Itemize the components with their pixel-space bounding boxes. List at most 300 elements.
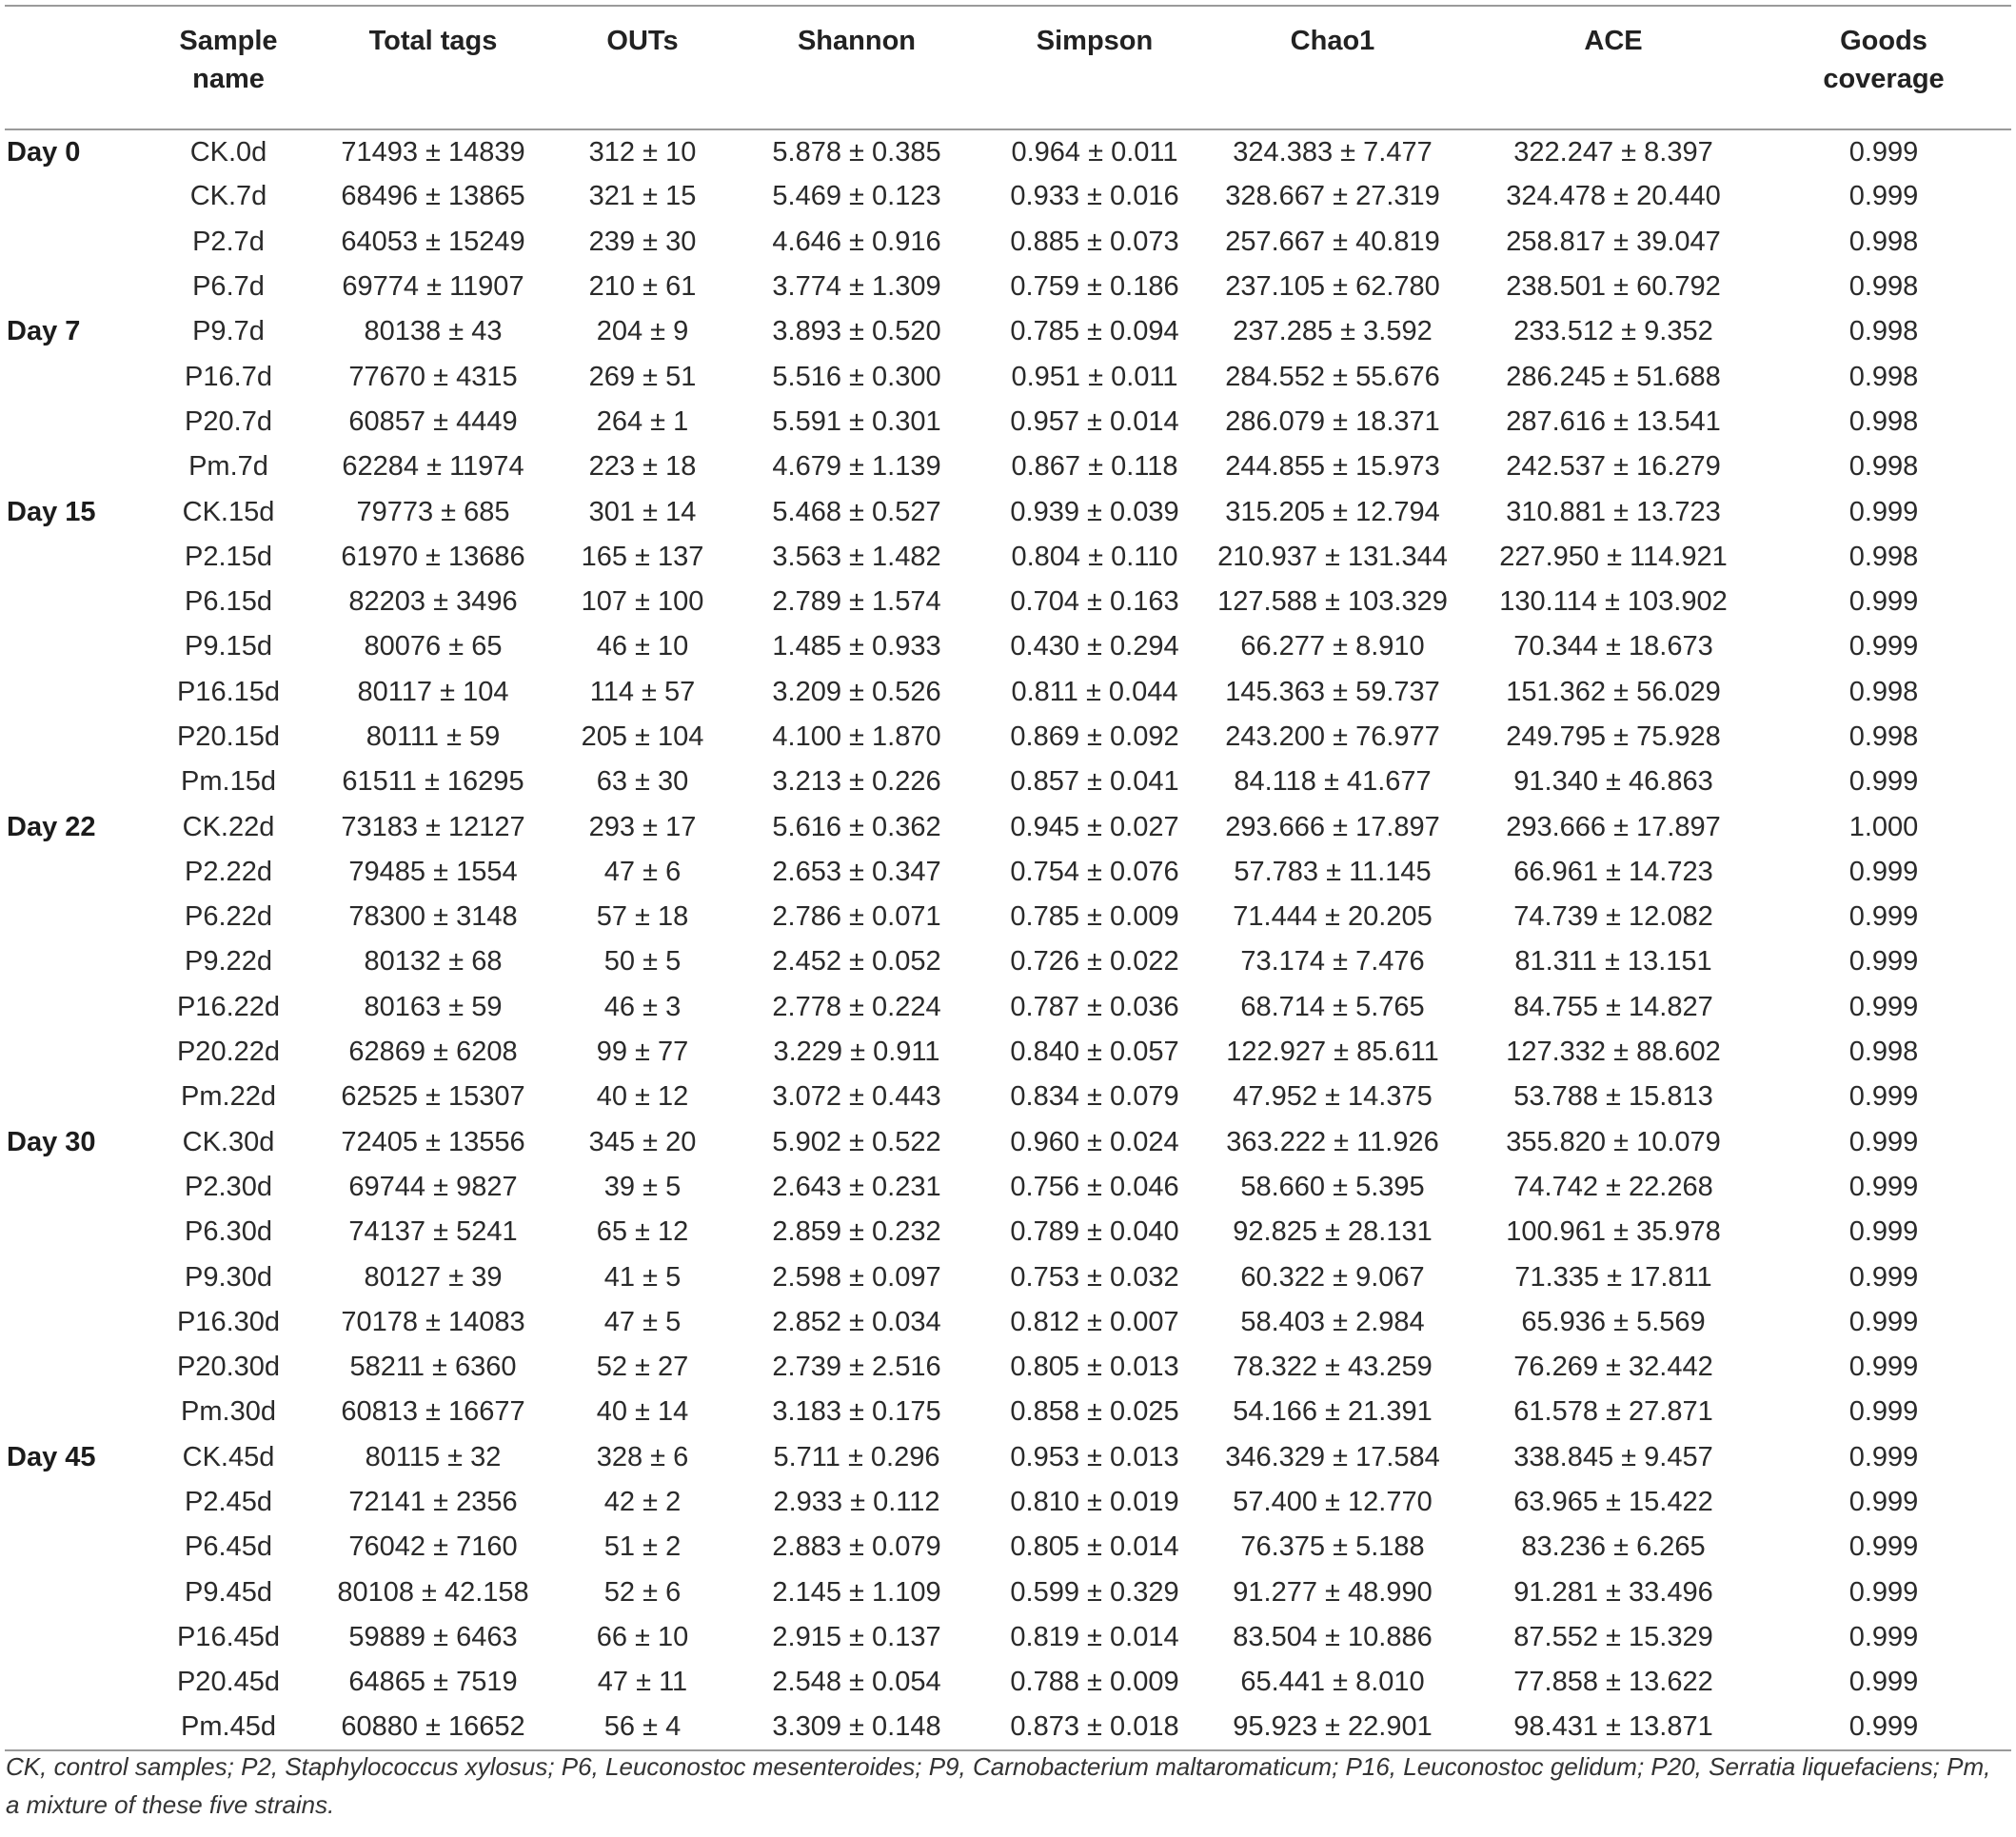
total-tags-cell: 60880 ± 16652 xyxy=(341,1711,525,1743)
total-tags-cell: 64865 ± 7519 xyxy=(348,1667,518,1698)
ace-cell: 127.332 ± 88.602 xyxy=(1506,1037,1721,1068)
goods-coverage-cell: 0.998 xyxy=(1848,541,1919,572)
chao1-cell: 95.923 ± 22.901 xyxy=(1233,1711,1433,1743)
outs-cell: 239 ± 30 xyxy=(588,226,697,257)
day-group-cell xyxy=(5,1075,157,1119)
chao1-cell: 60.322 ± 9.067 xyxy=(1240,1261,1425,1293)
outs-cell: 50 ± 5 xyxy=(603,946,682,978)
goods-coverage-cell: 0.998 xyxy=(1848,721,1919,752)
goods-coverage-cell: 0.998 xyxy=(1848,271,1919,303)
total-tags-cell: 71493 ± 14839 xyxy=(341,136,525,168)
sample-name-cell: P20.7d xyxy=(185,405,272,437)
shannon-cell: 3.183 ± 0.175 xyxy=(772,1396,941,1428)
day-group-cell xyxy=(5,1480,157,1525)
day-group-cell xyxy=(5,444,157,489)
day-group-cell xyxy=(5,354,157,399)
simpson-cell: 0.953 ± 0.013 xyxy=(1010,1441,1179,1472)
ace-cell: 71.335 ± 17.811 xyxy=(1514,1261,1712,1293)
total-tags-cell: 80076 ± 65 xyxy=(364,631,503,662)
day-group-cell xyxy=(5,535,157,580)
column-header-shannon: Shannon xyxy=(797,26,917,56)
total-tags-cell: 79485 ± 1554 xyxy=(348,856,518,887)
day-group-cell xyxy=(5,985,157,1030)
day-group-cell xyxy=(5,670,157,715)
chao1-cell: 58.403 ± 2.984 xyxy=(1240,1306,1425,1337)
ace-cell: 287.616 ± 13.541 xyxy=(1506,405,1721,437)
chao1-cell: 286.079 ± 18.371 xyxy=(1225,405,1440,437)
table-row xyxy=(5,1075,2011,1119)
outs-cell: 66 ± 10 xyxy=(596,1621,689,1652)
column-header-sample-name xyxy=(157,6,300,129)
day-group-cell xyxy=(5,1300,157,1345)
total-tags-cell: 82203 ± 3496 xyxy=(348,586,518,618)
ace-cell: 87.552 ± 15.329 xyxy=(1513,1621,1713,1652)
goods-coverage-cell: 0.998 xyxy=(1848,451,1919,483)
sample-name-cell: CK.30d xyxy=(182,1126,275,1157)
chao1-cell: 328.667 ± 27.319 xyxy=(1225,181,1440,212)
goods-coverage-cell: 0.999 xyxy=(1848,181,1919,212)
chao1-cell: 363.222 ± 11.926 xyxy=(1226,1126,1439,1157)
shannon-cell: 4.646 ± 0.916 xyxy=(772,226,941,257)
total-tags-cell: 62869 ± 6208 xyxy=(348,1037,518,1068)
table-row xyxy=(5,354,2011,399)
shannon-cell: 2.452 ± 0.052 xyxy=(772,946,941,978)
simpson-cell: 0.869 ± 0.092 xyxy=(1010,721,1179,752)
outs-cell: 264 ± 1 xyxy=(596,405,689,437)
sample-name-cell: P16.15d xyxy=(176,676,281,707)
total-tags-cell: 61970 ± 13686 xyxy=(341,541,525,572)
shannon-cell: 2.778 ± 0.224 xyxy=(772,991,941,1022)
day-group-cell xyxy=(5,1210,157,1254)
chao1-cell: 76.375 ± 5.188 xyxy=(1240,1531,1425,1563)
goods-coverage-cell: 0.999 xyxy=(1848,766,1919,798)
sample-name-cell: P2.30d xyxy=(185,1171,272,1202)
column-header-goods-coverage xyxy=(1756,6,2011,129)
simpson-cell: 0.788 ± 0.009 xyxy=(1010,1667,1179,1698)
table-row xyxy=(5,535,2011,580)
total-tags-cell: 80127 ± 39 xyxy=(364,1261,503,1293)
table-row xyxy=(5,939,2011,984)
shannon-cell: 2.915 ± 0.137 xyxy=(772,1621,941,1652)
day-group-cell xyxy=(5,895,157,939)
simpson-cell: 0.951 ± 0.011 xyxy=(1011,361,1178,392)
goods-coverage-cell: 0.999 xyxy=(1848,1576,1919,1608)
shannon-cell: 3.774 ± 1.309 xyxy=(772,271,941,303)
goods-coverage-cell: 0.999 xyxy=(1848,136,1919,168)
simpson-cell: 0.789 ± 0.040 xyxy=(1010,1216,1179,1248)
ace-cell: 70.344 ± 18.673 xyxy=(1513,631,1713,662)
outs-cell: 293 ± 17 xyxy=(588,811,697,842)
day-group-cell xyxy=(5,1390,157,1434)
simpson-cell: 0.430 ± 0.294 xyxy=(1010,631,1179,662)
total-tags-cell: 72141 ± 2356 xyxy=(348,1487,518,1518)
column-header-total-tags: Total tags xyxy=(368,26,498,56)
simpson-cell: 0.805 ± 0.014 xyxy=(1010,1531,1179,1563)
ace-cell: 130.114 ± 103.902 xyxy=(1499,586,1728,618)
goods-coverage-cell: 0.999 xyxy=(1848,1711,1919,1743)
day-group-cell xyxy=(5,1345,157,1390)
day-group-cell xyxy=(5,939,157,984)
shannon-cell: 2.739 ± 2.516 xyxy=(772,1352,941,1383)
ace-cell: 238.501 ± 60.792 xyxy=(1506,271,1721,303)
outs-cell: 63 ± 30 xyxy=(596,766,689,798)
goods-coverage-cell: 0.999 xyxy=(1848,1667,1919,1698)
shannon-cell: 1.485 ± 0.933 xyxy=(772,631,941,662)
shannon-cell: 5.469 ± 0.123 xyxy=(772,181,941,212)
table-row xyxy=(5,1435,2011,1480)
simpson-cell: 0.964 ± 0.011 xyxy=(1011,136,1178,168)
day-group-cell xyxy=(5,760,157,804)
goods-coverage-cell: 0.999 xyxy=(1848,946,1919,978)
chao1-cell: 127.588 ± 103.329 xyxy=(1217,586,1448,618)
chao1-cell: 78.322 ± 43.259 xyxy=(1233,1352,1433,1383)
ace-cell: 84.755 ± 14.827 xyxy=(1513,991,1713,1022)
goods-coverage-cell: 0.999 xyxy=(1848,1396,1919,1428)
sample-name-cell: Pm.30d xyxy=(181,1396,276,1428)
ace-cell: 258.817 ± 39.047 xyxy=(1506,226,1721,257)
chao1-cell: 65.441 ± 8.010 xyxy=(1240,1667,1425,1698)
ace-cell: 66.961 ± 14.723 xyxy=(1513,856,1713,887)
shannon-cell: 5.902 ± 0.522 xyxy=(772,1126,941,1157)
table-row xyxy=(5,985,2011,1030)
ace-cell: 77.858 ± 13.622 xyxy=(1513,1667,1713,1698)
table-row xyxy=(5,1705,2011,1749)
total-tags-cell: 70178 ± 14083 xyxy=(341,1306,525,1337)
simpson-cell: 0.885 ± 0.073 xyxy=(1010,226,1179,257)
ace-cell: 286.245 ± 51.688 xyxy=(1506,361,1721,392)
sample-name-cell: P9.45d xyxy=(185,1576,272,1608)
total-tags-cell: 76042 ± 7160 xyxy=(348,1531,518,1563)
shannon-cell: 2.145 ± 1.109 xyxy=(772,1576,941,1608)
table-row xyxy=(5,489,2011,534)
goods-coverage-cell: 1.000 xyxy=(1848,811,1919,842)
simpson-cell: 0.599 ± 0.329 xyxy=(1010,1576,1179,1608)
goods-coverage-cell: 0.999 xyxy=(1848,631,1919,662)
sample-name-cell: P16.45d xyxy=(176,1621,281,1652)
sample-name-cell: P2.22d xyxy=(185,856,272,887)
outs-cell: 46 ± 3 xyxy=(603,991,682,1022)
outs-cell: 328 ± 6 xyxy=(596,1441,689,1472)
day-group-cell xyxy=(5,624,157,669)
table-row xyxy=(5,1660,2011,1705)
total-tags-cell: 62284 ± 11974 xyxy=(342,451,524,483)
ace-cell: 63.965 ± 15.422 xyxy=(1513,1487,1713,1518)
sample-name-cell: P2.7d xyxy=(192,226,265,257)
simpson-cell: 0.754 ± 0.076 xyxy=(1010,856,1179,887)
table-row xyxy=(5,1254,2011,1299)
simpson-cell: 0.804 ± 0.110 xyxy=(1011,541,1178,572)
ace-cell: 151.362 ± 56.029 xyxy=(1506,676,1721,707)
table-row xyxy=(5,1165,2011,1210)
outs-cell: 321 ± 15 xyxy=(588,181,697,212)
ace-cell: 242.537 ± 16.279 xyxy=(1506,451,1721,483)
outs-cell: 107 ± 100 xyxy=(581,586,704,618)
chao1-cell: 284.552 ± 55.676 xyxy=(1225,361,1440,392)
total-tags-cell: 74137 ± 5241 xyxy=(348,1216,518,1248)
simpson-cell: 0.756 ± 0.046 xyxy=(1010,1171,1179,1202)
table-body xyxy=(5,129,2011,1750)
table-row xyxy=(5,1525,2011,1570)
table-row xyxy=(5,129,2011,174)
table-row xyxy=(5,715,2011,760)
goods-coverage-cell: 0.999 xyxy=(1848,1126,1919,1157)
outs-cell: 47 ± 11 xyxy=(597,1667,688,1698)
simpson-cell: 0.785 ± 0.009 xyxy=(1010,901,1179,933)
simpson-cell: 0.812 ± 0.007 xyxy=(1010,1306,1179,1337)
outs-cell: 205 ± 104 xyxy=(581,721,704,752)
total-tags-cell: 60813 ± 16677 xyxy=(341,1396,525,1428)
table-row xyxy=(5,1615,2011,1660)
table-row xyxy=(5,1480,2011,1525)
sample-name-cell: P2.45d xyxy=(185,1487,272,1518)
outs-cell: 46 ± 10 xyxy=(596,631,689,662)
chao1-cell: 58.660 ± 5.395 xyxy=(1240,1171,1425,1202)
simpson-cell: 0.857 ± 0.041 xyxy=(1010,766,1179,798)
outs-cell: 312 ± 10 xyxy=(588,136,697,168)
day-group-cell xyxy=(5,1615,157,1660)
simpson-cell: 0.834 ± 0.079 xyxy=(1010,1081,1179,1113)
column-header-group xyxy=(5,6,157,129)
ace-cell: 233.512 ± 9.352 xyxy=(1513,316,1713,347)
chao1-cell: 84.118 ± 41.677 xyxy=(1234,766,1432,798)
ace-cell: 91.340 ± 46.863 xyxy=(1513,766,1713,798)
total-tags-cell: 79773 ± 685 xyxy=(356,496,510,527)
goods-coverage-cell: 0.998 xyxy=(1848,1037,1919,1068)
sample-name-cell: P9.15d xyxy=(185,631,272,662)
ace-cell: 53.788 ± 15.813 xyxy=(1513,1081,1713,1113)
shannon-cell: 5.878 ± 0.385 xyxy=(772,136,941,168)
outs-cell: 114 ± 57 xyxy=(589,676,696,707)
outs-cell: 65 ± 12 xyxy=(596,1216,689,1248)
day-group-cell xyxy=(5,580,157,624)
shannon-cell: 2.859 ± 0.232 xyxy=(772,1216,941,1248)
shannon-cell: 3.893 ± 0.520 xyxy=(772,316,941,347)
day-group-cell: Day 30 xyxy=(7,1126,96,1157)
outs-cell: 40 ± 12 xyxy=(596,1081,689,1113)
header-row xyxy=(5,6,2011,129)
outs-cell: 52 ± 6 xyxy=(603,1576,682,1608)
day-group-cell: Day 45 xyxy=(7,1441,96,1472)
total-tags-cell: 80138 ± 43 xyxy=(364,316,503,347)
ace-cell: 293.666 ± 17.897 xyxy=(1506,811,1721,842)
sample-name-cell: P16.30d xyxy=(176,1306,281,1337)
goods-coverage-cell: 0.999 xyxy=(1848,856,1919,887)
ace-cell: 310.881 ± 13.723 xyxy=(1506,496,1721,527)
simpson-cell: 0.960 ± 0.024 xyxy=(1010,1126,1179,1157)
shannon-cell: 3.229 ± 0.911 xyxy=(773,1037,940,1068)
sample-name-cell: Pm.22d xyxy=(181,1081,276,1113)
outs-cell: 165 ± 137 xyxy=(581,541,704,572)
table-row xyxy=(5,400,2011,444)
day-group-cell xyxy=(5,1570,157,1615)
ace-cell: 74.739 ± 12.082 xyxy=(1513,901,1713,933)
shannon-cell: 3.213 ± 0.226 xyxy=(772,766,941,798)
outs-cell: 99 ± 77 xyxy=(596,1037,689,1068)
total-tags-cell: 72405 ± 13556 xyxy=(341,1126,525,1157)
day-group-cell xyxy=(5,1525,157,1570)
goods-coverage-cell: 0.999 xyxy=(1848,1352,1919,1383)
ace-cell: 98.431 ± 13.871 xyxy=(1513,1711,1713,1743)
simpson-cell: 0.840 ± 0.057 xyxy=(1010,1037,1179,1068)
simpson-cell: 0.810 ± 0.019 xyxy=(1010,1487,1179,1518)
day-group-cell: Day 15 xyxy=(7,496,96,527)
chao1-cell: 315.205 ± 12.794 xyxy=(1225,496,1440,527)
total-tags-cell: 61511 ± 16295 xyxy=(342,766,524,798)
simpson-cell: 0.726 ± 0.022 xyxy=(1010,946,1179,978)
outs-cell: 301 ± 14 xyxy=(588,496,697,527)
outs-cell: 57 ± 18 xyxy=(596,901,689,933)
outs-cell: 204 ± 9 xyxy=(596,316,689,347)
outs-cell: 47 ± 6 xyxy=(603,856,682,887)
table-row xyxy=(5,1210,2011,1254)
shannon-cell: 2.598 ± 0.097 xyxy=(772,1261,941,1293)
total-tags-cell: 80117 ± 104 xyxy=(357,676,509,707)
outs-cell: 52 ± 27 xyxy=(596,1352,689,1383)
total-tags-cell: 68496 ± 13865 xyxy=(341,181,525,212)
outs-cell: 269 ± 51 xyxy=(588,361,697,392)
chao1-cell: 257.667 ± 40.819 xyxy=(1225,226,1440,257)
chao1-cell: 68.714 ± 5.765 xyxy=(1240,991,1425,1022)
total-tags-cell: 64053 ± 15249 xyxy=(341,226,525,257)
ace-cell: 249.795 ± 75.928 xyxy=(1506,721,1721,752)
shannon-cell: 2.933 ± 0.112 xyxy=(773,1487,940,1518)
sample-name-cell: Pm.7d xyxy=(188,451,268,483)
day-group-cell: Day 7 xyxy=(7,316,81,347)
day-group-cell xyxy=(5,400,157,444)
shannon-cell: 3.309 ± 0.148 xyxy=(772,1711,941,1743)
outs-cell: 40 ± 14 xyxy=(596,1396,689,1428)
ace-cell: 100.961 ± 35.978 xyxy=(1506,1216,1721,1248)
sample-name-cell: P9.30d xyxy=(185,1261,272,1293)
table-row xyxy=(5,760,2011,804)
ace-cell: 65.936 ± 5.569 xyxy=(1521,1306,1706,1337)
simpson-cell: 0.753 ± 0.032 xyxy=(1010,1261,1179,1293)
shannon-cell: 2.852 ± 0.034 xyxy=(772,1306,941,1337)
table-row xyxy=(5,670,2011,715)
goods-coverage-cell: 0.998 xyxy=(1848,361,1919,392)
table-row xyxy=(5,174,2011,219)
total-tags-cell: 73183 ± 12127 xyxy=(341,811,525,842)
goods-coverage-cell: 0.999 xyxy=(1848,901,1919,933)
simpson-cell: 0.785 ± 0.094 xyxy=(1010,316,1179,347)
total-tags-cell: 69774 ± 11907 xyxy=(342,271,524,303)
table-row xyxy=(5,850,2011,895)
total-tags-cell: 59889 ± 6463 xyxy=(348,1621,518,1652)
simpson-cell: 0.759 ± 0.186 xyxy=(1010,271,1179,303)
outs-cell: 39 ± 5 xyxy=(603,1171,682,1202)
total-tags-cell: 80163 ± 59 xyxy=(364,991,503,1022)
column-header-simpson: Simpson xyxy=(1036,26,1154,56)
simpson-cell: 0.704 ± 0.163 xyxy=(1010,586,1179,618)
outs-cell: 56 ± 4 xyxy=(603,1711,682,1743)
goods-coverage-cell: 0.999 xyxy=(1848,1081,1919,1113)
ace-cell: 227.950 ± 114.921 xyxy=(1499,541,1728,572)
chao1-cell: 122.927 ± 85.611 xyxy=(1226,1037,1439,1068)
day-group-cell xyxy=(5,1254,157,1299)
simpson-cell: 0.933 ± 0.016 xyxy=(1010,181,1179,212)
table-row xyxy=(5,1120,2011,1165)
shannon-cell: 2.643 ± 0.231 xyxy=(772,1171,941,1202)
sample-name-cell: CK.45d xyxy=(182,1441,275,1472)
shannon-cell: 2.653 ± 0.347 xyxy=(772,856,941,887)
sample-name-cell: CK.7d xyxy=(189,181,267,212)
total-tags-cell: 58211 ± 6360 xyxy=(349,1352,517,1383)
chao1-cell: 47.952 ± 14.375 xyxy=(1233,1081,1433,1113)
table-row xyxy=(5,580,2011,624)
chao1-cell: 73.174 ± 7.476 xyxy=(1240,946,1425,978)
shannon-cell: 5.711 ± 0.296 xyxy=(773,1441,940,1472)
sample-name-cell: P6.15d xyxy=(185,586,272,618)
simpson-cell: 0.873 ± 0.018 xyxy=(1010,1711,1179,1743)
shannon-cell: 5.616 ± 0.362 xyxy=(772,811,941,842)
table-row xyxy=(5,265,2011,309)
simpson-cell: 0.787 ± 0.036 xyxy=(1010,991,1179,1022)
sample-name-cell: P20.45d xyxy=(176,1667,281,1698)
goods-coverage-cell: 0.999 xyxy=(1848,586,1919,618)
total-tags-cell: 62525 ± 15307 xyxy=(341,1081,525,1113)
sample-name-cell: Pm.45d xyxy=(181,1711,276,1743)
goods-coverage-cell: 0.998 xyxy=(1848,226,1919,257)
total-tags-cell: 80108 ± 42.158 xyxy=(337,1576,529,1608)
simpson-cell: 0.957 ± 0.014 xyxy=(1010,405,1179,437)
sample-name-cell: P9.22d xyxy=(185,946,272,978)
simpson-cell: 0.811 ± 0.044 xyxy=(1011,676,1178,707)
sample-name-cell: P6.30d xyxy=(185,1216,272,1248)
table-row xyxy=(5,804,2011,849)
shannon-cell: 5.591 ± 0.301 xyxy=(772,405,941,437)
day-group-cell xyxy=(5,850,157,895)
day-group-cell xyxy=(5,174,157,219)
chao1-cell: 145.363 ± 59.737 xyxy=(1225,676,1440,707)
sample-name-cell: P16.22d xyxy=(176,991,281,1022)
chao1-cell: 324.383 ± 7.477 xyxy=(1233,136,1433,168)
shannon-cell: 3.209 ± 0.526 xyxy=(772,676,941,707)
ace-cell: 76.269 ± 32.442 xyxy=(1513,1352,1713,1383)
sample-name-cell: P6.7d xyxy=(192,271,265,303)
ace-cell: 355.820 ± 10.079 xyxy=(1506,1126,1721,1157)
chao1-cell: 243.200 ± 76.977 xyxy=(1225,721,1440,752)
outs-cell: 47 ± 5 xyxy=(603,1306,682,1337)
sample-name-cell: CK.15d xyxy=(182,496,275,527)
simpson-cell: 0.819 ± 0.014 xyxy=(1010,1621,1179,1652)
outs-cell: 345 ± 20 xyxy=(588,1126,697,1157)
day-group-cell xyxy=(5,265,157,309)
day-group-cell xyxy=(5,715,157,760)
chao1-cell: 244.855 ± 15.973 xyxy=(1225,451,1440,483)
goods-coverage-cell: 0.998 xyxy=(1848,676,1919,707)
day-group-cell xyxy=(5,1165,157,1210)
table-row xyxy=(5,220,2011,265)
sample-name-cell: P16.7d xyxy=(185,361,272,392)
goods-coverage-cell: 0.999 xyxy=(1848,991,1919,1022)
goods-coverage-cell: 0.999 xyxy=(1848,1306,1919,1337)
table-row xyxy=(5,444,2011,489)
sample-name-cell: P2.15d xyxy=(185,541,272,572)
goods-coverage-cell: 0.998 xyxy=(1848,405,1919,437)
day-group-cell xyxy=(5,1705,157,1749)
day-group-cell xyxy=(5,1660,157,1705)
goods-coverage-cell: 0.999 xyxy=(1848,1487,1919,1518)
ace-cell: 81.311 ± 13.151 xyxy=(1514,946,1712,978)
shannon-cell: 5.516 ± 0.300 xyxy=(772,361,941,392)
sample-name-cell: P6.45d xyxy=(185,1531,272,1563)
shannon-cell: 2.786 ± 0.071 xyxy=(772,901,941,933)
outs-cell: 42 ± 2 xyxy=(603,1487,682,1518)
goods-coverage-cell: 0.999 xyxy=(1848,1216,1919,1248)
goods-coverage-cell: 0.999 xyxy=(1848,1441,1919,1472)
ace-cell: 322.247 ± 8.397 xyxy=(1513,136,1713,168)
table-row xyxy=(5,1570,2011,1615)
